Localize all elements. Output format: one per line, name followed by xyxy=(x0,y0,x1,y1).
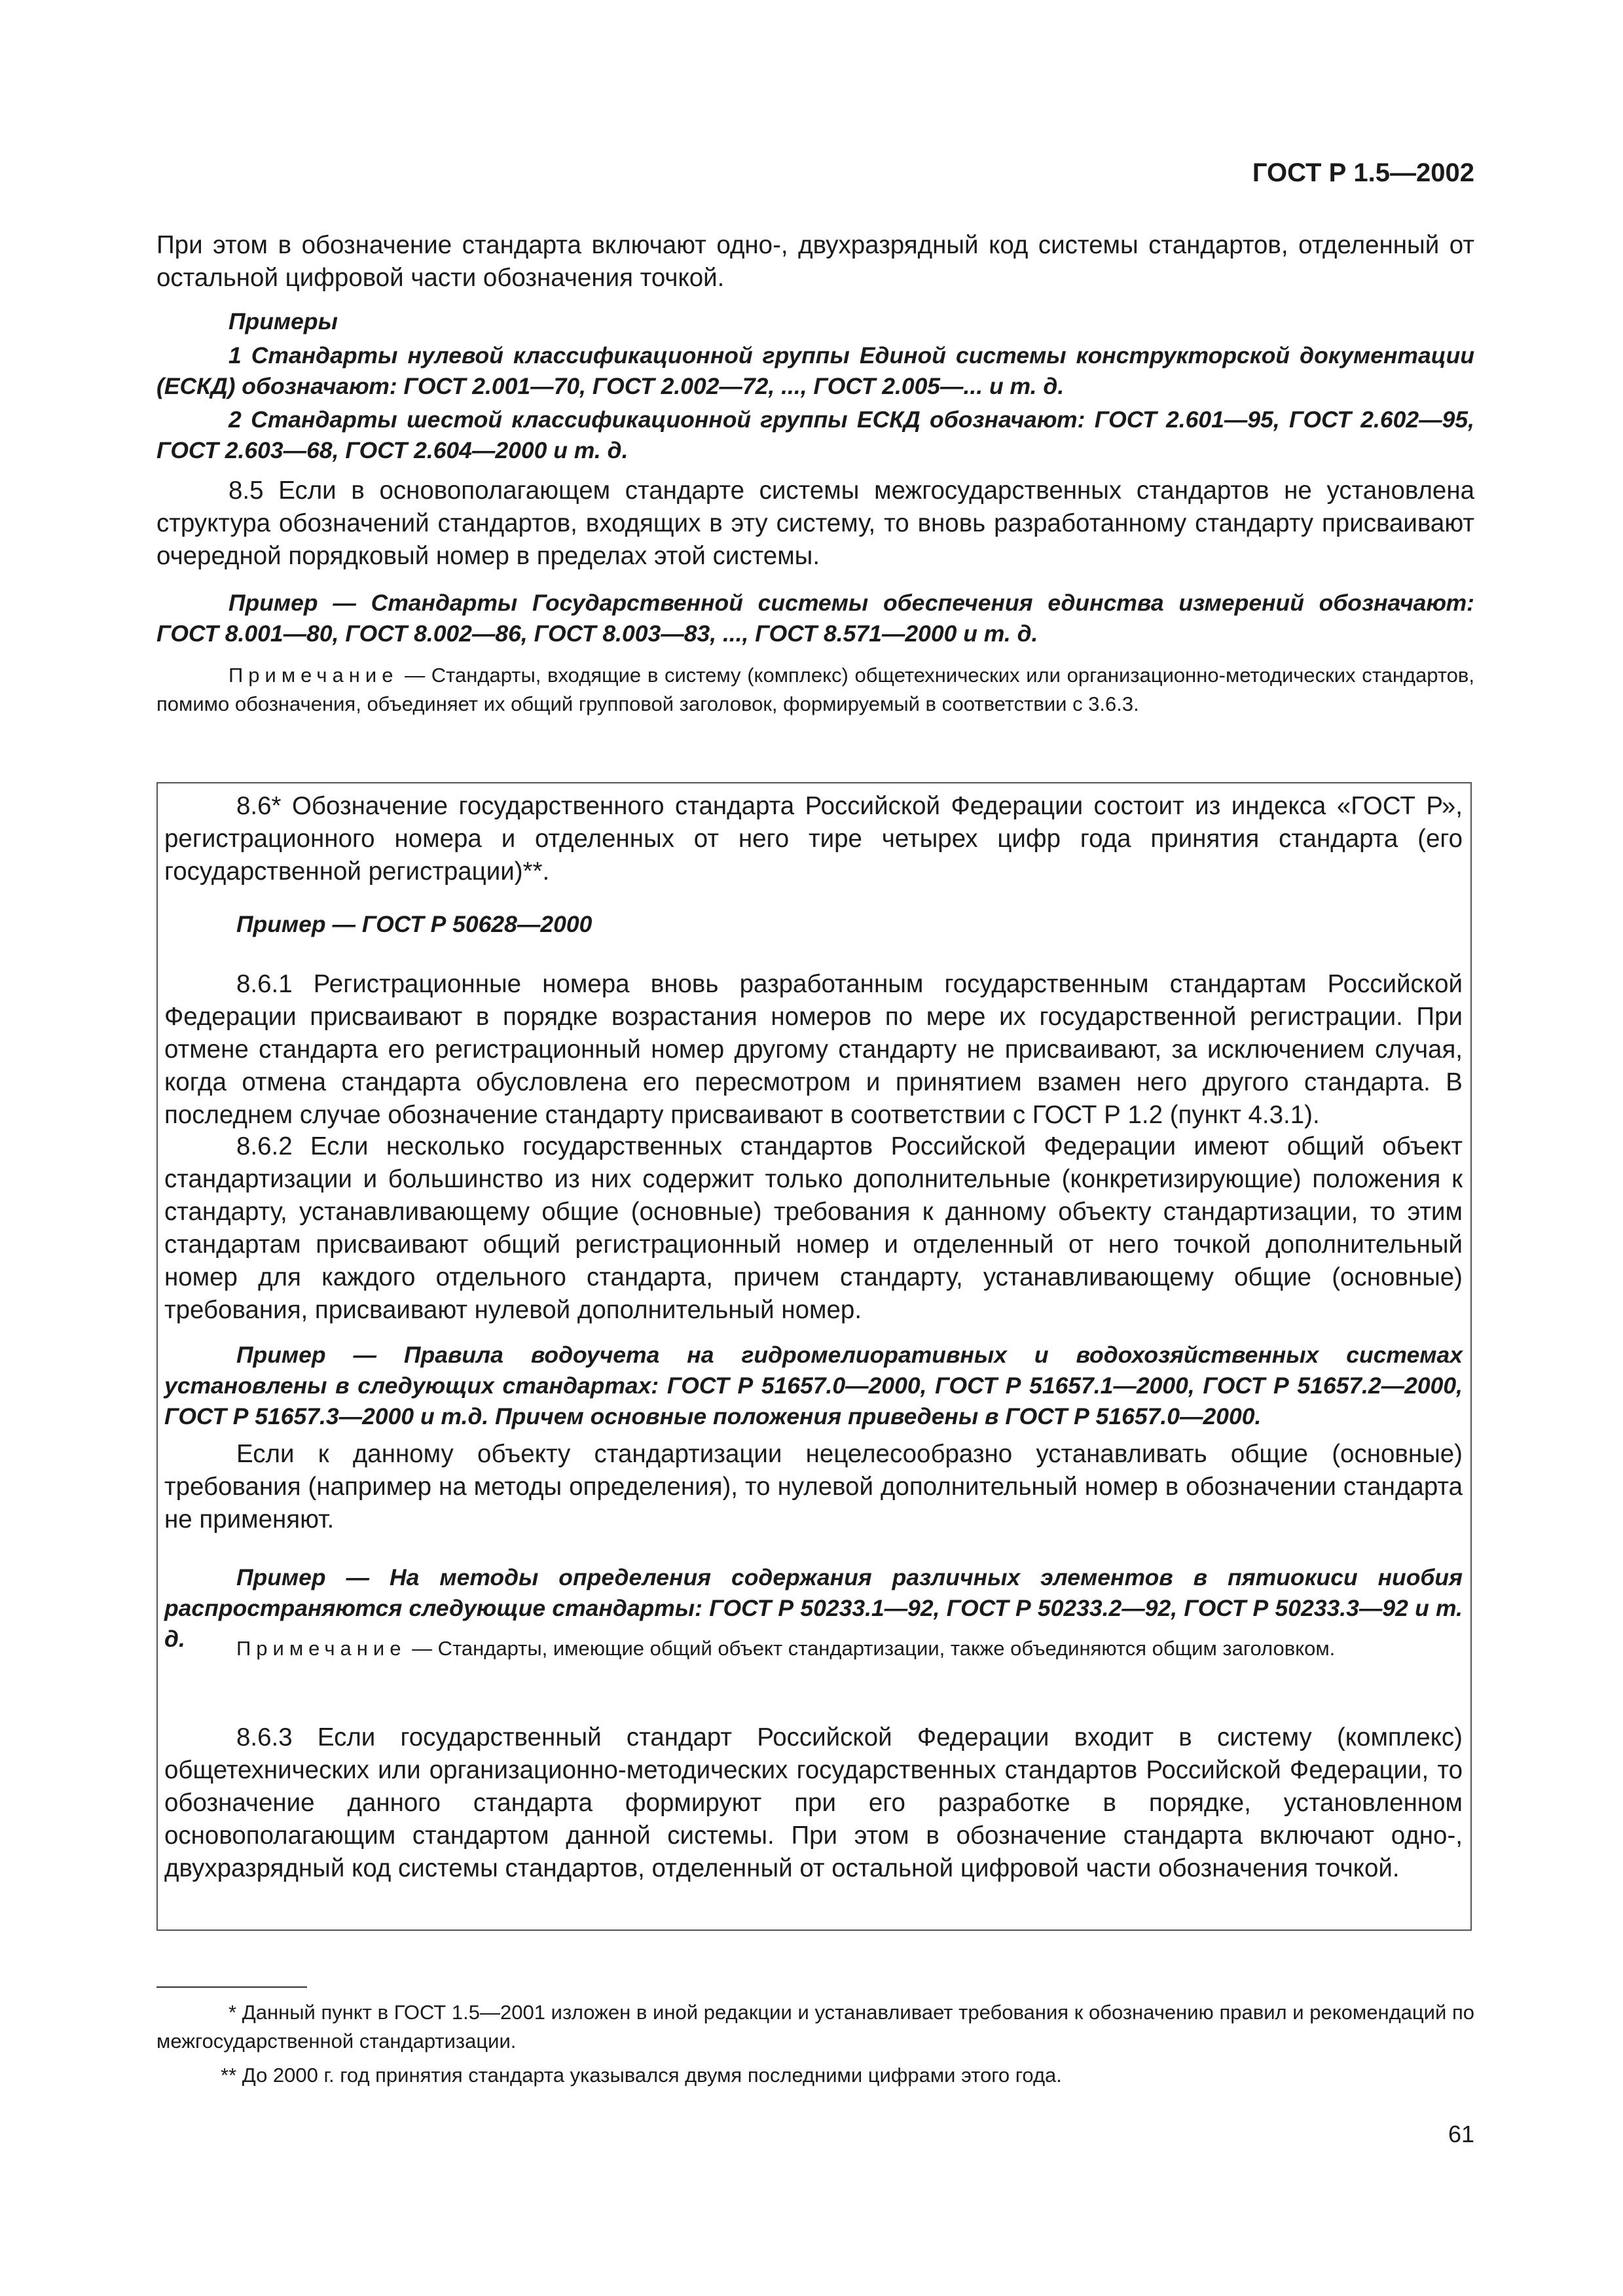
examples-heading: Примеры xyxy=(228,308,338,334)
intro-paragraph: При этом в обозначение стандарта включают одно-, двухразрядный код системы стандартов, отделенный от остальной цифровой части обозначения точкой. xyxy=(156,231,1474,292)
framed-section-8-6 xyxy=(156,782,1472,1931)
footnote-2: ** До 2000 г. год принятия стандарта указывался двумя последними цифрами этого года. xyxy=(221,2064,1062,2087)
example-eskd-zero-group: 1 Стандарты нулевой классификационной группы Единой системы конструкторской документации (ЕСКД) обозначают: ГОСТ 2.001—70, ГОСТ 2.002—72, ..., ГОСТ 2.005—... и т. д. xyxy=(156,342,1474,399)
section-8-6-2: 8.6.2 Если несколько государственных стандартов Российской Федерации имеют общий объект стандартизации и большинство из них содержит только дополнительные (конкретизирующие) положения к стандарту, устанавливающему общие (основные) требования к данному объекту стандартизации, то этим стандартам присваивают общий регистрационный номер и отделенный от него точкой дополнительный номер для каждого отдельного стандарта, причем стандарту, устанавливающему общие (основные) требования, присваивают нулевой дополнительный номер. xyxy=(164,1132,1463,1324)
example-water-accounting: Пример — Правила водоучета на гидромелиоративных и водохозяйственных системах установлены в следующих стандартах: ГОСТ Р 51657.0—2000, ГОСТ Р 51657.1—2000, ГОСТ Р 51657.2—2000, ГОСТ Р 51657.3—2000 и т.д. Причем основные положения приведены в ГОСТ Р 51657.0—2000. xyxy=(164,1342,1463,1429)
paragraph-zero-number-not-applied: Если к данному объекту стандартизации нецелесообразно устанавливать общие (основные) требования (например на методы определения), то нулевой дополнительный номер в обозначении стандарта не применяют. xyxy=(164,1440,1463,1534)
note-8-5 xyxy=(156,661,1474,719)
section-8-6-3: 8.6.3 Если государственный стандарт Российской Федерации входит в систему (комплекс) общетехнических или организационно-методических государственных стандартов Российской Федерации, то обозначение данного стандарта формируют при его разработке в порядке, установленном основополагающим стандартом данной системы. При этом в обозначение стандарта включают одно-, двухразрядный код системы стандартов, отделенный от остальной цифровой части обозначения точкой. xyxy=(164,1723,1463,1882)
example-gost-r-50628: Пример — ГОСТ Р 50628—2000 xyxy=(236,911,593,937)
footnotes xyxy=(156,1998,1474,2090)
note-label: Примечание xyxy=(228,664,399,687)
document-header: ГОСТ Р 1.5—2002 xyxy=(1252,158,1474,187)
note-text: — Стандарты, входящие в систему (комплекс) общетехнических или организационно-методических стандартов, помимо обозначения, объединяет их общий групповой заголовок, формируемый в соответствии с 3.6.3. xyxy=(156,664,1474,715)
footnote-1: * Данный пункт в ГОСТ 1.5—2001 изложен в иной редакции и устанавливает требования к обозначению правил и рекомендаций по межгосударственной стандартизации. xyxy=(156,2001,1474,2053)
example-niobium-methods: Пример — На методы определения содержания различных элементов в пятиокиси ниобия распространяются следующие стандарты: ГОСТ Р 50233.1—92, ГОСТ Р 50233.2—92, ГОСТ Р 50233.3—92 и т. д. xyxy=(164,1564,1463,1652)
note-label: Примечание xyxy=(236,1637,407,1660)
note-text: — Стандарты, имеющие общий объект стандартизации, также объединяются общим заголовком. xyxy=(412,1637,1336,1660)
section-8-6: 8.6* Обозначение государственного стандарта Российской Федерации состоит из индекса «ГОСТ Р», регистрационного номера и отделенных от него тире четырех цифр года принятия стандарта (его государственной регистрации)**. xyxy=(164,792,1463,886)
page-number: 61 xyxy=(1448,2121,1474,2147)
note-8-6 xyxy=(164,1634,1463,1663)
section-8-5: 8.5 Если в основополагающем стандарте системы межгосударственных стандартов не установлена структура обозначений стандартов, входящих в эту систему, то вновь разработанному стандарту присваивают очередной порядковый номер в пределах этой системы. xyxy=(156,476,1474,570)
footnote-divider xyxy=(156,1986,307,1988)
example-eskd-sixth-group: 2 Стандарты шестой классификационной группы ЕСКД обозначают: ГОСТ 2.601—95, ГОСТ 2.602—95, ГОСТ 2.603—68, ГОСТ 2.604—2000 и т. д. xyxy=(156,406,1474,463)
section-8-6-1: 8.6.1 Регистрационные номера вновь разработанным государственным стандартам Российской Федерации присваивают в порядке возрастания номеров по мере их государственной регистрации. При отмене стандарта его регистрационный номер другому стандарту не присваивают, за исключением случая, когда отмена стандарта обусловлена его пересмотром и принятием взамен него другого стандарта. В последнем случае обозначение стандарту присваивают в соответствии с ГОСТ Р 1.2 (пункт 4.3.1). xyxy=(164,970,1463,1129)
example-gsi-standards: Пример — Стандарты Государственной системы обеспечения единства измерений обозначают: ГОСТ 8.001—80, ГОСТ 8.002—86, ГОСТ 8.003—83, ..., ГОСТ 8.571—2000 и т. д. xyxy=(156,590,1474,647)
